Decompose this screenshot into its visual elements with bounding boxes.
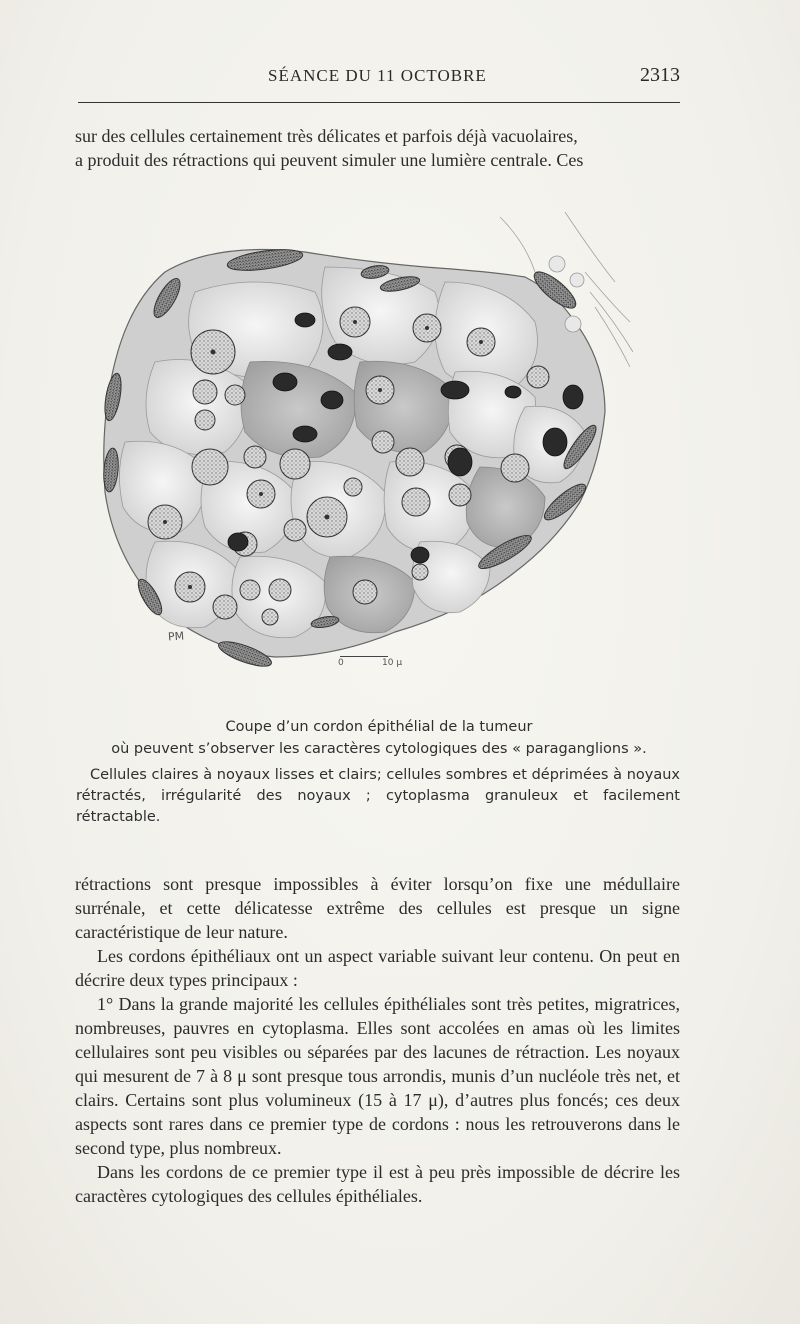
main-text: [75, 872, 680, 1208]
scale-bar: [338, 652, 408, 682]
paragraph-3: 1° Dans la grande majorité les cellules épithéliales sont très petites, migratrices, nombreuses, pauvres en cytoplasma. Elles sont accolées en amas où les limites cellulaires sont peu visibles ou séparées par des lacunes de rétraction. Les noyaux qui mesurent de 7 à 8 μ sont presque tous arrondis, munis d’un nucléole très net, et clairs. Certains sont plus volumineux (15 à 17 μ), d’autres plus foncés; ces deux aspects sont rares dans ce premier type de cordons : nous les retrouverons dans le second type, plus nombreux.: [75, 994, 680, 1158]
scale-line: [340, 656, 388, 657]
header-rule: [78, 102, 680, 103]
top-paragraph-line-1: sur des cellules certainement très délicates et parfois déjà vacuolaires,: [75, 126, 578, 146]
illustrator-initials: PM: [167, 629, 185, 644]
running-head: [78, 66, 680, 90]
page-number: 2313: [640, 64, 680, 86]
caption-line-1: Coupe d’un cordon épithélial de la tumeur: [225, 719, 533, 735]
running-title: SÉANCE DU 11 OCTOBRE: [268, 66, 487, 85]
top-paragraph: [75, 124, 680, 172]
scale-end-label: 10 μ: [382, 658, 403, 668]
paragraph-2: Les cordons épithéliaux ont un aspect variable suivant leur contenu. On peut en décrire deux types principaux :: [75, 946, 680, 990]
figure-caption-title: [78, 716, 680, 760]
caption-line-2: où peuvent s’observer les caractères cytologiques des « paraganglions ».: [111, 741, 647, 757]
scale-zero-label: 0: [338, 658, 344, 668]
figure-caption-body: Cellules claires à noyaux lisses et clairs; cellules sombres et déprimées à noyaux rétractés, irrégularité des noyaux ; cytoplasma granuleux et facilement rétractable.: [76, 767, 680, 825]
paragraph-1: rétractions sont presque impossibles à éviter lorsqu’on fixe une médullaire surrénale, et cette délicatesse extrême des cellules est presque un signe caractéristique de leur nature.: [75, 874, 680, 942]
top-paragraph-line-2: a produit des rétractions qui peuvent simuler une lumière centrale. Ces: [75, 150, 584, 170]
paragraph-4: Dans les cordons de ce premier type il est à peu près impossible de décrire les caractères cytologiques des cellules épithéliales.: [75, 1162, 680, 1206]
histology-figure: [95, 212, 635, 687]
histology-drawing: [95, 212, 635, 687]
